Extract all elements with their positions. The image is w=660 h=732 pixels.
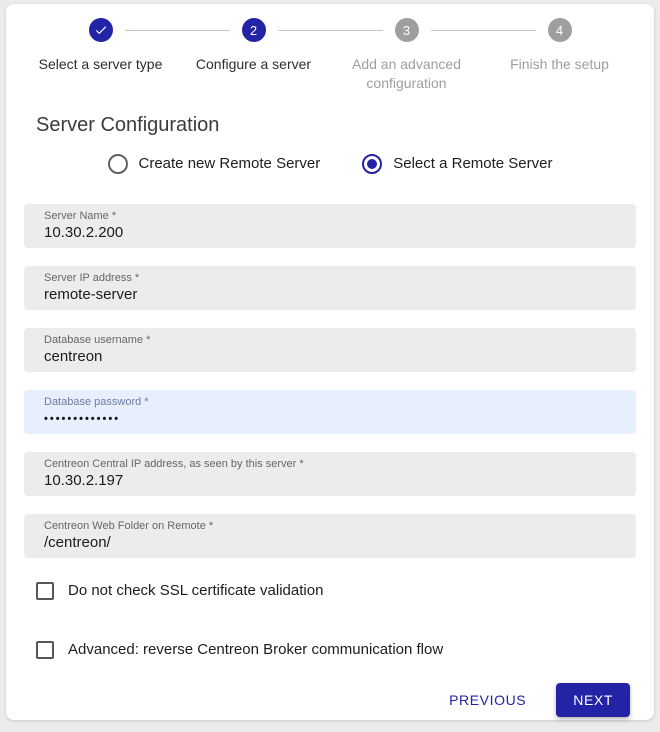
- wizard-card: [6, 4, 654, 720]
- step-1-circle: [89, 18, 113, 42]
- radio-create-new-remote-server[interactable]: [108, 154, 321, 174]
- central-ip-input[interactable]: [44, 473, 616, 489]
- server-name-input[interactable]: [44, 225, 616, 241]
- step-connector: [278, 30, 383, 31]
- radio-label: Create new Remote Server: [138, 155, 321, 173]
- next-button[interactable]: NEXT: [556, 683, 630, 717]
- ssl-validation-checkbox-row[interactable]: [36, 582, 636, 600]
- server-name-field[interactable]: [24, 204, 636, 248]
- radio-label: Select a Remote Server: [393, 155, 553, 173]
- field-label: Database password *: [44, 395, 149, 408]
- step-1-label: Select a server type: [38, 56, 163, 72]
- field-label: Server IP address *: [44, 271, 140, 284]
- step-4-label: Finish the setup: [510, 56, 609, 72]
- radio-checked-icon: [362, 154, 382, 174]
- web-folder-input[interactable]: [44, 535, 616, 551]
- step-3-circle: 3: [395, 18, 419, 42]
- step-connector: [431, 30, 536, 31]
- radio-select-remote-server[interactable]: [362, 154, 552, 174]
- step-finish-setup: [483, 18, 636, 93]
- checkbox-label: Advanced: reverse Centreon Broker communication flow: [68, 641, 444, 659]
- step-2-label: Configure a server: [195, 56, 312, 72]
- wizard-footer: [24, 683, 636, 717]
- step-3-label: Add an advanced configuration: [352, 56, 461, 91]
- checkbox-unchecked-icon[interactable]: [36, 641, 54, 659]
- step-connector: [125, 30, 230, 31]
- step-4-circle: 4: [548, 18, 572, 42]
- previous-button[interactable]: PREVIOUS: [447, 686, 528, 714]
- field-label: Centreon Web Folder on Remote *: [44, 519, 214, 532]
- central-ip-field[interactable]: [24, 452, 636, 496]
- checkbox-label: Do not check SSL certificate validation: [68, 582, 324, 600]
- radio-unchecked-icon: [108, 154, 128, 174]
- step-2-circle: 2: [242, 18, 266, 42]
- server-ip-input[interactable]: [44, 287, 616, 303]
- server-config-form: [24, 204, 636, 558]
- field-label: Database username *: [44, 333, 151, 346]
- field-label: Centreon Central IP address, as seen by this server *: [44, 457, 304, 470]
- page-title: Server Configuration: [36, 113, 220, 136]
- database-username-field[interactable]: [24, 328, 636, 372]
- check-icon: [94, 23, 108, 37]
- reverse-broker-checkbox-row[interactable]: [36, 641, 636, 659]
- web-folder-field[interactable]: [24, 514, 636, 558]
- wizard-stepper: [24, 18, 636, 93]
- database-password-input[interactable]: [44, 411, 616, 427]
- database-username-input[interactable]: [44, 349, 616, 365]
- field-label: Server Name *: [44, 209, 117, 222]
- database-password-field[interactable]: [24, 390, 636, 434]
- server-ip-field[interactable]: [24, 266, 636, 310]
- checkbox-unchecked-icon[interactable]: [36, 582, 54, 600]
- server-mode-radio-group: [24, 154, 636, 174]
